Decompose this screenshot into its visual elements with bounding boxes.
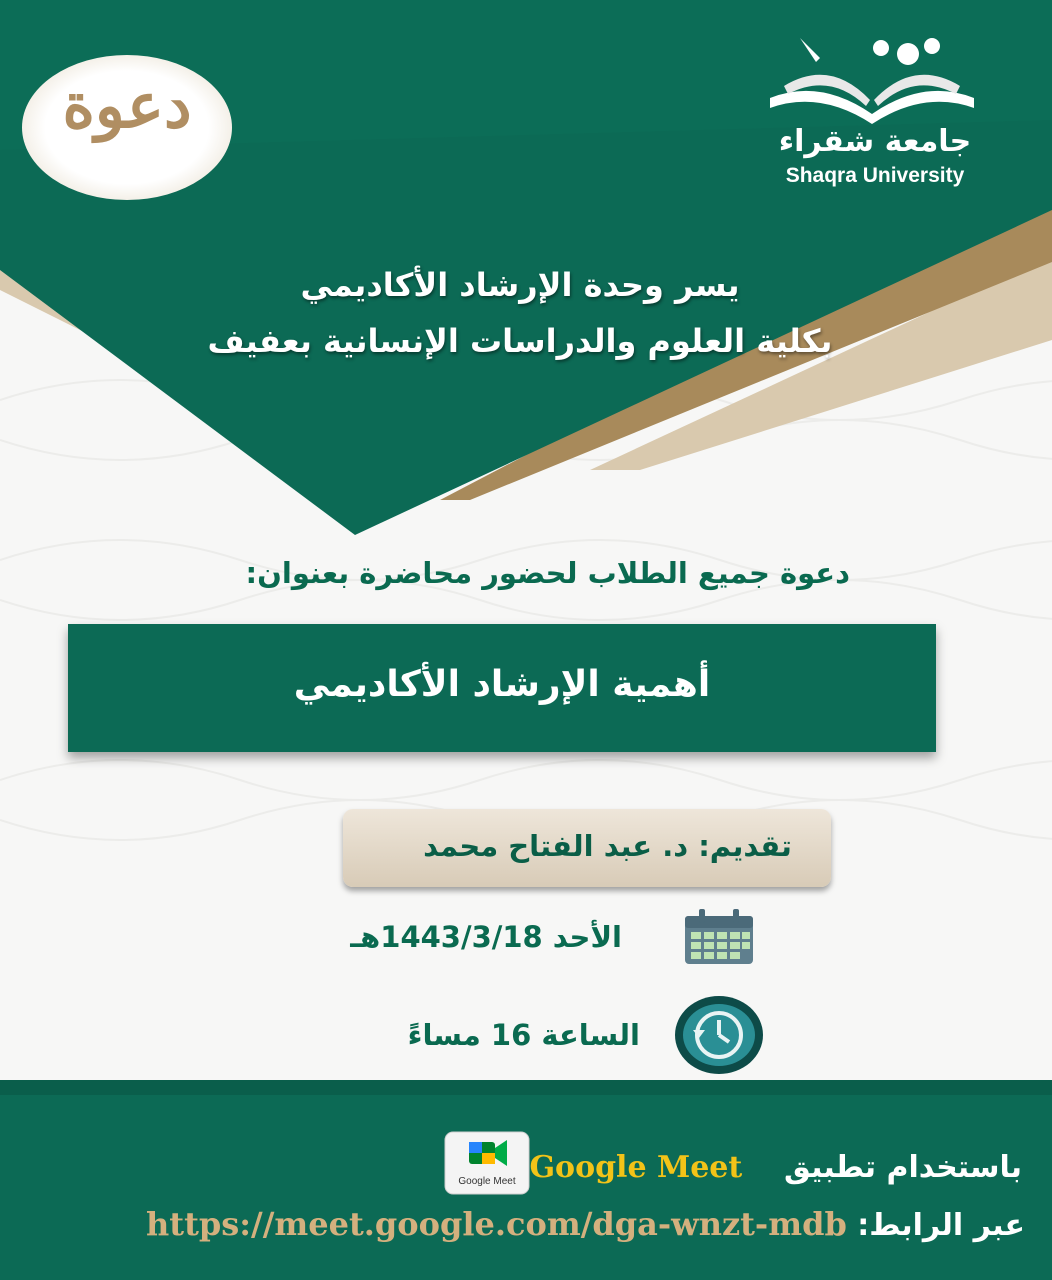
presenter-box	[343, 809, 831, 887]
dawah-seal-logo	[22, 55, 232, 200]
university-name-english: Shaqra University	[785, 164, 965, 187]
link-label: عبر الرابط:	[857, 1208, 1025, 1243]
header-line-2: بكلية العلوم والدراسات الإنسانية بعفيف	[207, 322, 833, 360]
meet-icon-label: Google Meet	[458, 1176, 516, 1187]
seal-text: دعوة	[62, 69, 192, 142]
header-line-1: يسر وحدة الإرشاد الأكاديمي	[300, 266, 740, 304]
app-line	[529, 1150, 1022, 1185]
lecture-title-banner	[68, 624, 936, 752]
university-name-arabic: جامعة شقراء	[778, 124, 972, 159]
event-date: الأحد 1443/3/18هـ	[350, 920, 622, 954]
link-line	[146, 1205, 1025, 1243]
lecture-title: أهمية الإرشاد الأكاديمي	[293, 664, 711, 705]
university-logo	[760, 28, 990, 193]
presenter-name: تقديم: د. عبد الفتاح محمد	[423, 829, 792, 863]
meeting-link[interactable]: https://meet.google.com/dga-wnzt-mdb	[146, 1205, 847, 1243]
google-meet-icon	[443, 1130, 531, 1196]
clock-icon	[673, 994, 765, 1076]
event-time: الساعة 16 مساءً	[407, 1018, 640, 1052]
app-prefix: باستخدام تطبيق	[784, 1150, 1022, 1185]
open-book-logo-icon	[760, 28, 990, 128]
invitation-text: دعوة جميع الطلاب لحضور محاضرة بعنوان:	[245, 556, 850, 590]
app-name: Google Meet	[529, 1150, 743, 1185]
calendar-icon	[683, 908, 755, 966]
